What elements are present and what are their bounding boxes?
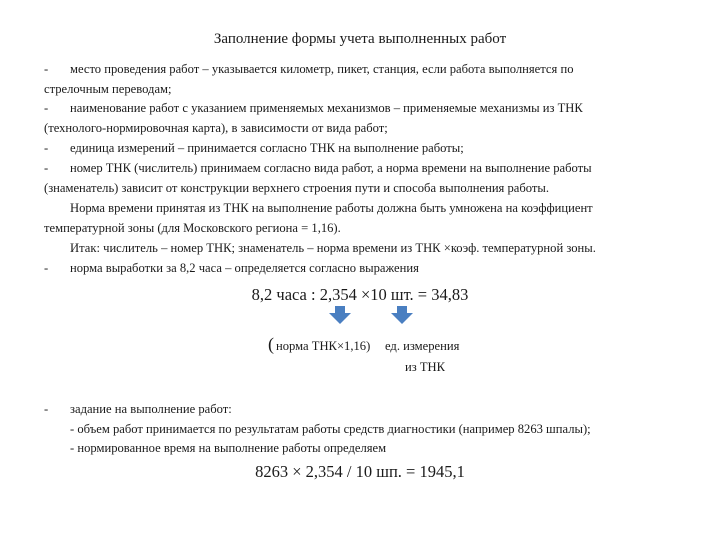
bullet-dash-2: - bbox=[44, 101, 49, 115]
text-line-7: (знаменатель) зависит от конструкции верхнего строения пути и способа выполнения работы. bbox=[44, 181, 550, 195]
bullet-dash-6: - bbox=[44, 402, 49, 416]
text-line-2: стрелочным переводам; bbox=[44, 82, 172, 96]
annotation-norm: норма ТНК×1,16) bbox=[276, 339, 371, 353]
bullet-dash-3: - bbox=[44, 141, 49, 155]
text-line-14: - нормированное время на выполнение работы определяем bbox=[70, 441, 387, 455]
bullet-dash-5: - bbox=[44, 261, 49, 275]
text-line-10: Итак: числитель – номер ТНК; знаменатель – норма времени из ТНК ×коэф. температурной зоны. bbox=[70, 241, 596, 255]
formula-output-rate: 8,2 часа : 2,354 ×10 шт. = 34,83 bbox=[251, 285, 469, 304]
text-line-13: - объем работ принимается по результатам работы средств диагностики (например 8263 шпалы); bbox=[70, 422, 591, 436]
text-line-11: норма выработки за 8,2 часа – определяется согласно выражения bbox=[70, 261, 419, 275]
formula-normed-time: 8263 × 2,354 / 10 шп. = 1945,1 bbox=[255, 462, 465, 481]
page-title: Заполнение формы учета выполненных работ bbox=[213, 31, 507, 47]
text-line-1: место проведения работ – указывается километр, пикет, станция, если работа выполняется по bbox=[70, 62, 574, 76]
annotation-unit: ед. измерения bbox=[385, 339, 460, 353]
bullet-dash-1: - bbox=[44, 62, 49, 76]
text-line-9: температурной зоны (для Московского региона = 1,16). bbox=[44, 221, 341, 235]
down-arrow-icon bbox=[391, 306, 413, 324]
text-line-6: номер ТНК (числитель) принимаем согласно вида работ, а норма времени на выполнение работы bbox=[70, 161, 592, 175]
annotation-tnk: из ТНК bbox=[405, 360, 446, 374]
down-arrow-icon bbox=[329, 306, 351, 324]
annotation-paren: ( bbox=[268, 334, 274, 354]
text-line-5: единица измерений – принимается согласно ТНК на выполнение работы; bbox=[70, 141, 464, 155]
bullet-dash-4: - bbox=[44, 161, 49, 175]
text-line-3: наименование работ с указанием применяемых механизмов – применяемые механизмы из ТНК bbox=[70, 101, 583, 115]
text-line-4: (технолого-нормировочная карта), в зависимости от вида работ; bbox=[44, 121, 388, 135]
text-line-12: задание на выполнение работ: bbox=[70, 402, 232, 416]
text-line-8: Норма времени принятая из ТНК на выполнение работы должна быть умножена на коэффициент bbox=[70, 201, 593, 215]
